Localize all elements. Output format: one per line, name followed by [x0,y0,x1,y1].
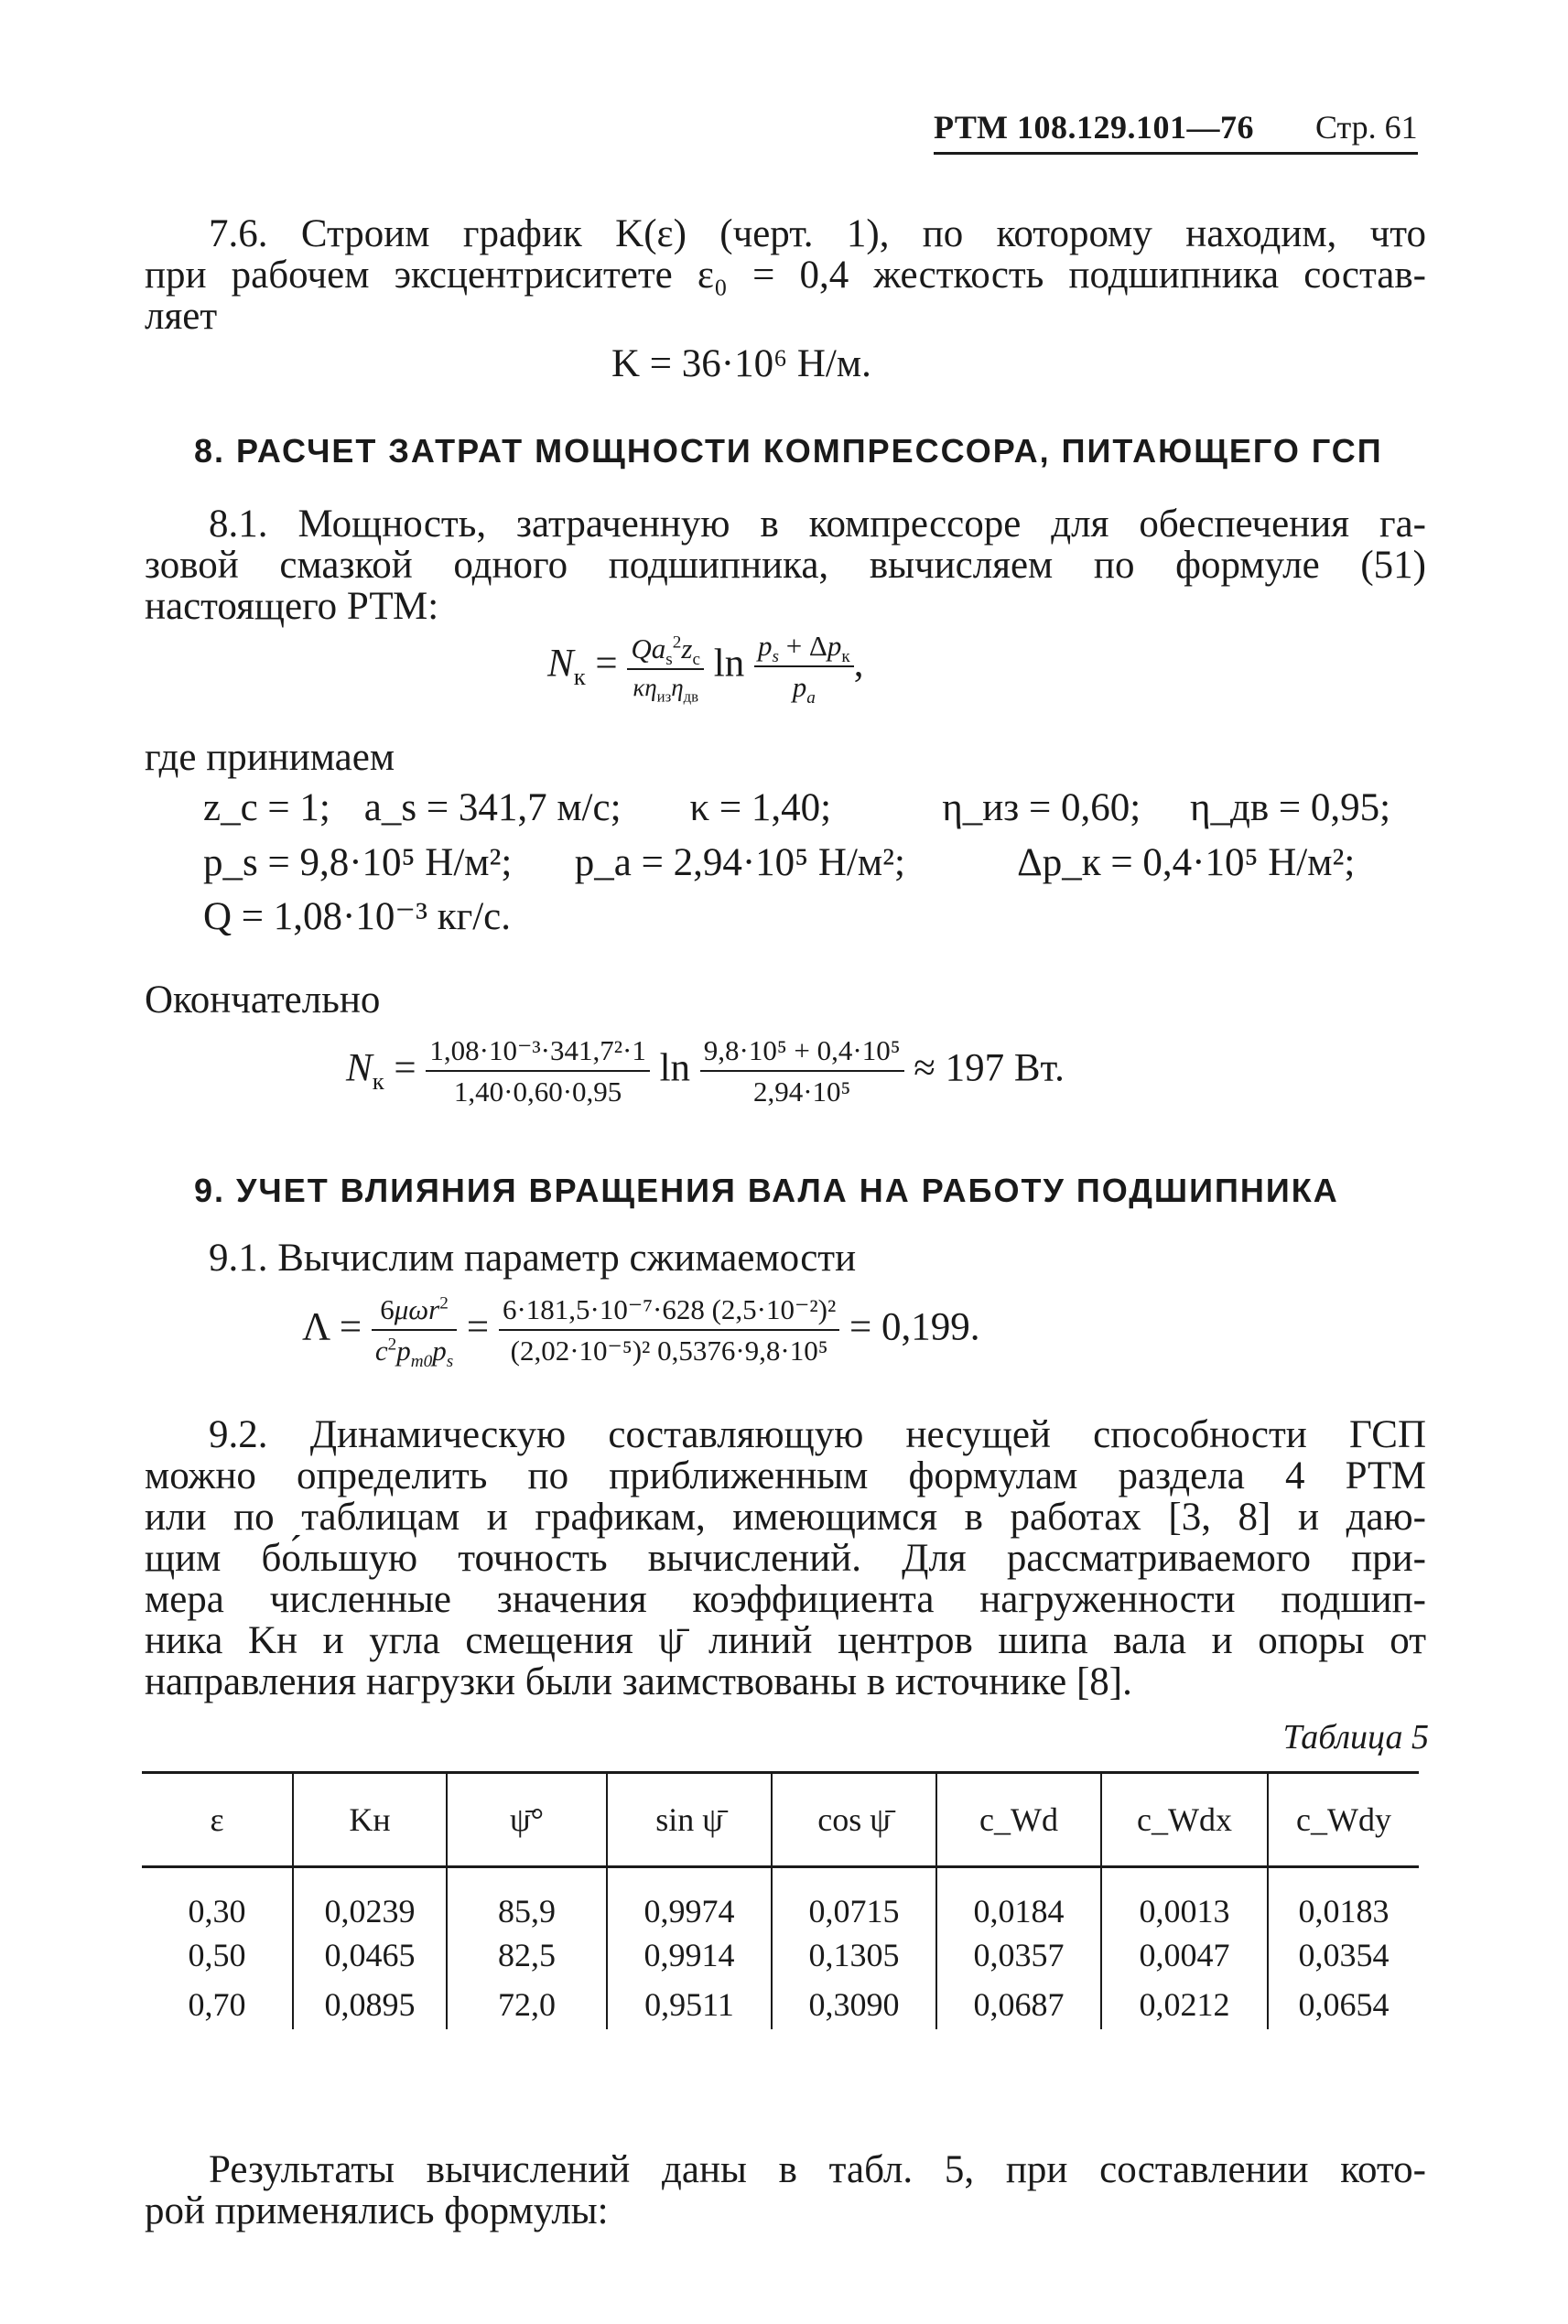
paragraph-line: при рабочем эксцентриситете ε₀ = 0,4 жесткость подшипника состав- [145,254,1426,297]
table-cell: 0,0654 [1268,1980,1419,2029]
table-cell: 0,0184 [936,1867,1101,1931]
param-as: a_s = 341,7 м/с; [363,786,622,829]
compressibility-formula: Λ = $\frac{6\mu\omega r^2}{c^2p_{m0}p_s}$ = $\frac{\text{6·181,5·10⁻⁷·628 (2,5·10⁻²)²}}{\text{(2,02·10⁻⁵)² 0,5376·9,8·10⁵}}$ = 0,199. [302,1293,980,1372]
paragraph-8-1 [145,503,1426,627]
calc-numerator-1: 1,08·10⁻³·341,7²·1 [426,1034,649,1072]
table-row [142,1930,1419,1980]
lambda-result: = 0,199. [849,1305,980,1349]
power-calculation: $N_к$ = $\frac{\text{1,08·10⁻³·341,7²·1}}{1,40\cdot 0,60\cdot 0,95}$ ln $\frac{\text{9,8·10⁵ + 0,4·10⁵}}{\text{2,94·10⁵}}$ ≈ 197 Вт. [346,1034,1065,1108]
paragraph-line: 9.2. Динамическую составляющую несущей способности ГСП [209,1413,1426,1456]
table-cell: 0,3090 [772,1980,936,2029]
table-cell: 0,50 [188,1937,246,1973]
param-ps: p_s = 9,8·10⁵ Н/м²; [203,841,513,884]
table-cell: 0,0895 [293,1980,447,2029]
section-9-heading: 9. УЧЕТ ВЛИЯНИЯ ВРАЩЕНИЯ ВАЛА НА РАБОТУ ПОДШИПНИКА [194,1172,1339,1209]
table-cell: 0,0047 [1101,1930,1268,1980]
table-cell: 82,5 [447,1930,607,1980]
paragraph-line: мера численные значения коэффициента нагруженности подшип- [145,1578,1426,1621]
paragraph-line: рой применялись формулы: [145,2189,609,2232]
table-cell: 0,0212 [1101,1980,1268,2029]
lambda-denominator: (2,02·10⁻⁵)² 0,5376·9,8·10⁵ [510,1335,828,1367]
param-pa: p_a = 2,94·10⁵ Н/м²; [574,841,905,884]
paragraph-line: зовой смазкой одного подшипника, вычисляем по формуле (51) [145,544,1426,587]
table-cell: 0,0239 [293,1867,447,1931]
paragraph-line: 7.6. Строим график K(ε) (черт. 1), по которому находим, что [209,212,1426,255]
table-cell: 0,30 [188,1893,246,1929]
param-dpk: Δp_к = 0,4·10⁵ Н/м²; [1017,841,1356,884]
document-code: РТМ 108.129.101—76 [934,109,1254,146]
calc-numerator-2: 9,8·10⁵ + 0,4·10⁵ [700,1034,904,1072]
paragraph-line: 8.1. Мощность, затраченную в компрессоре для обеспечения га- [209,503,1426,546]
table-caption: Таблица 5 [1282,1718,1429,1757]
col-header: c_Wdy [1268,1773,1419,1867]
param-kappa: κ = 1,40; [689,786,832,829]
param-eta-dv: η_дв = 0,95; [1190,786,1391,829]
table-5 [142,1771,1419,2029]
table-cell: 0,9914 [607,1930,772,1980]
paragraph-line: щим бо́льшую точность вычислений. Для рассматриваемого при- [145,1537,1426,1580]
param-eta-iz: η_из = 0,60; [942,786,1141,829]
param-q: Q = 1,08·10⁻³ кг/с. [203,895,512,938]
parameter-line-1 [203,785,1390,830]
table-cell: 85,9 [447,1867,607,1931]
col-header: c_Wdx [1101,1773,1268,1867]
paragraph-line: направления нагрузки были заимствованы в источнике [8]. [145,1660,1132,1703]
table-row [142,1980,1419,2029]
table-cell: 0,0687 [936,1980,1101,2029]
section-8-heading: 8. РАСЧЕТ ЗАТРАТ МОЩНОСТИ КОМПРЕССОРА, ПИТАЮЩЕГО ГСП [194,432,1383,470]
table-cell: 0,0715 [772,1867,936,1931]
stiffness-result: K = 36·10⁶ Н/м. [611,342,871,385]
table-cell: 0,9511 [607,1980,772,2029]
col-header: ψ̄° [447,1773,607,1867]
table-cell: 0,0357 [936,1930,1101,1980]
paragraph-9-1: 9.1. Вычислим параметр сжимаемости [209,1237,857,1280]
paragraph-line: или по таблицам и графикам, имеющимся в работах [3, 8] и даю- [145,1496,1426,1539]
paragraph-line: настоящего РТМ: [145,585,439,628]
calc-denominator-2: 2,94·10⁵ [752,1076,851,1108]
table-cell: 0,0354 [1268,1930,1419,1980]
paragraph-line: Результаты вычислений даны в табл. 5, при составлении кото- [209,2148,1426,2191]
param-zc: z_c = 1; [203,786,330,829]
page-number: Стр. 61 [1314,109,1418,146]
table-cell: 0,0465 [293,1930,447,1980]
col-header: sin ψ̄ [607,1773,772,1867]
table-header-row [142,1773,1419,1867]
power-formula: $N_к$ = $\frac{Qa_s^2z_c}{\kappa\eta_{из}\eta_{дв}}$ ln $\frac{p_s + \Delta p_к}{p_a}$ , [547,630,864,708]
paragraph-line: ляет [145,295,218,338]
finally-label: Окончательно [145,978,381,1021]
paragraph-7-6 [145,213,1426,337]
paragraph-9-2 [145,1414,1426,1702]
col-header: cos ψ̄ [772,1773,936,1867]
col-header: c_Wd [936,1773,1101,1867]
parameter-line-2 [203,840,1355,885]
table-cell: 0,1305 [772,1930,936,1980]
closing-paragraph [145,2149,1426,2232]
lambda-numerator: 6·181,5·10⁻⁷·628 (2,5·10⁻²)² [499,1293,839,1331]
table-cell: 0,70 [188,1986,246,2023]
calc-denominator-1: 1,40·0,60·0,95 [453,1076,622,1108]
page-header [934,108,1418,155]
where-label: где принимаем [145,736,395,779]
paragraph-line: можно определить по приближенным формулам раздела 4 РТМ [145,1454,1426,1497]
table-row [142,1867,1419,1931]
paragraph-line: ника Kн и угла смещения ψ̄ линий центров шипа вала и опоры от [145,1619,1426,1662]
calc-result: ≈ 197 Вт. [914,1046,1065,1090]
table-cell: 0,0183 [1268,1867,1419,1931]
table-cell: 72,0 [447,1980,607,2029]
col-header: ε [142,1773,293,1867]
table-cell: 0,0013 [1101,1867,1268,1931]
table-cell: 0,9974 [607,1867,772,1931]
col-header: Kн [293,1773,447,1867]
